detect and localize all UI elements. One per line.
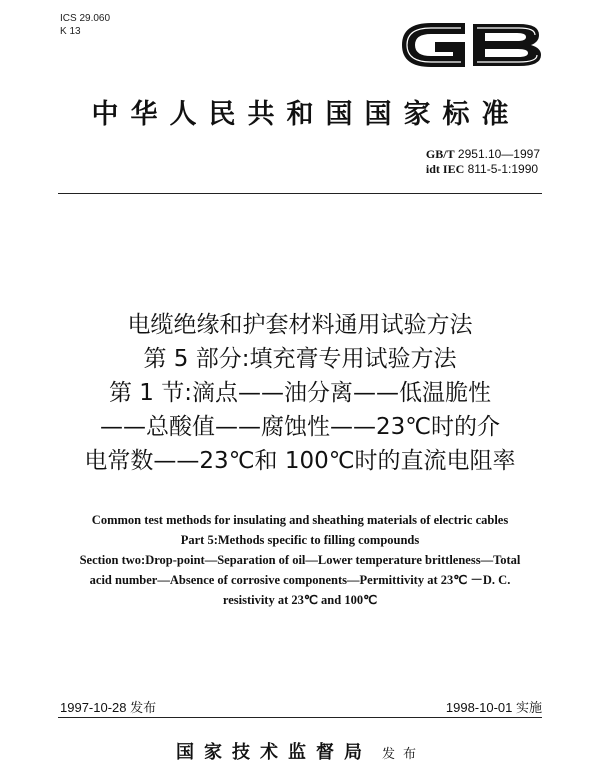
ccs-code: K 13	[60, 26, 81, 37]
english-title-line: Section two:Drop-point—Separation of oil—Lower temperature brittleness—Total	[79, 553, 521, 567]
english-title	[40, 510, 560, 610]
publisher-action: 发布	[381, 747, 424, 762]
publisher-organization: 国家技术监督局	[175, 742, 372, 763]
idt-value: 811-5-1:1990	[467, 162, 539, 176]
english-title-line: Part 5:Methods specific to filling compounds	[180, 533, 420, 547]
english-title-line: resistivity at 23℃ and 100℃	[222, 593, 378, 607]
publisher	[0, 738, 600, 764]
bottom-divider	[58, 717, 542, 718]
chinese-title-line: ——总酸值——腐蚀性——23℃时的介	[99, 414, 501, 440]
standard-number	[426, 147, 540, 162]
chinese-title-line: 第 1 节:滴点——油分离——低温脆性	[108, 380, 491, 406]
english-title-line: acid number—Absence of corrosive components—Permittivity at 23℃ －D. C.	[89, 573, 511, 587]
issue-date: 1997-10-28 发布	[60, 700, 157, 715]
standard-number-label: GB/T	[425, 147, 455, 161]
chinese-title-line: 电缆绝缘和护套材料通用试验方法	[127, 312, 473, 338]
classification-codes	[60, 12, 110, 38]
chinese-title-line: 第 5 部分:填充膏专用试验方法	[143, 346, 457, 372]
standard-identifiers	[426, 147, 540, 177]
idt-reference	[426, 162, 540, 177]
chinese-title-line: 电常数——23℃和 100℃时的直流电阻率	[84, 448, 516, 474]
gb-logo-icon	[395, 14, 547, 76]
national-standard-title: 中华人民共和国国家标准	[91, 99, 521, 130]
ics-code: ICS 29.060	[60, 13, 111, 24]
english-title-line: Common test methods for insulating and sheathing materials of electric cables	[91, 513, 509, 527]
standard-number-value: 2951.10—1997	[457, 147, 540, 161]
implementation-date: 1998-10-01 实施	[445, 700, 542, 715]
idt-label: idt IEC	[425, 162, 465, 176]
top-divider	[58, 193, 542, 194]
chinese-title	[40, 308, 560, 478]
